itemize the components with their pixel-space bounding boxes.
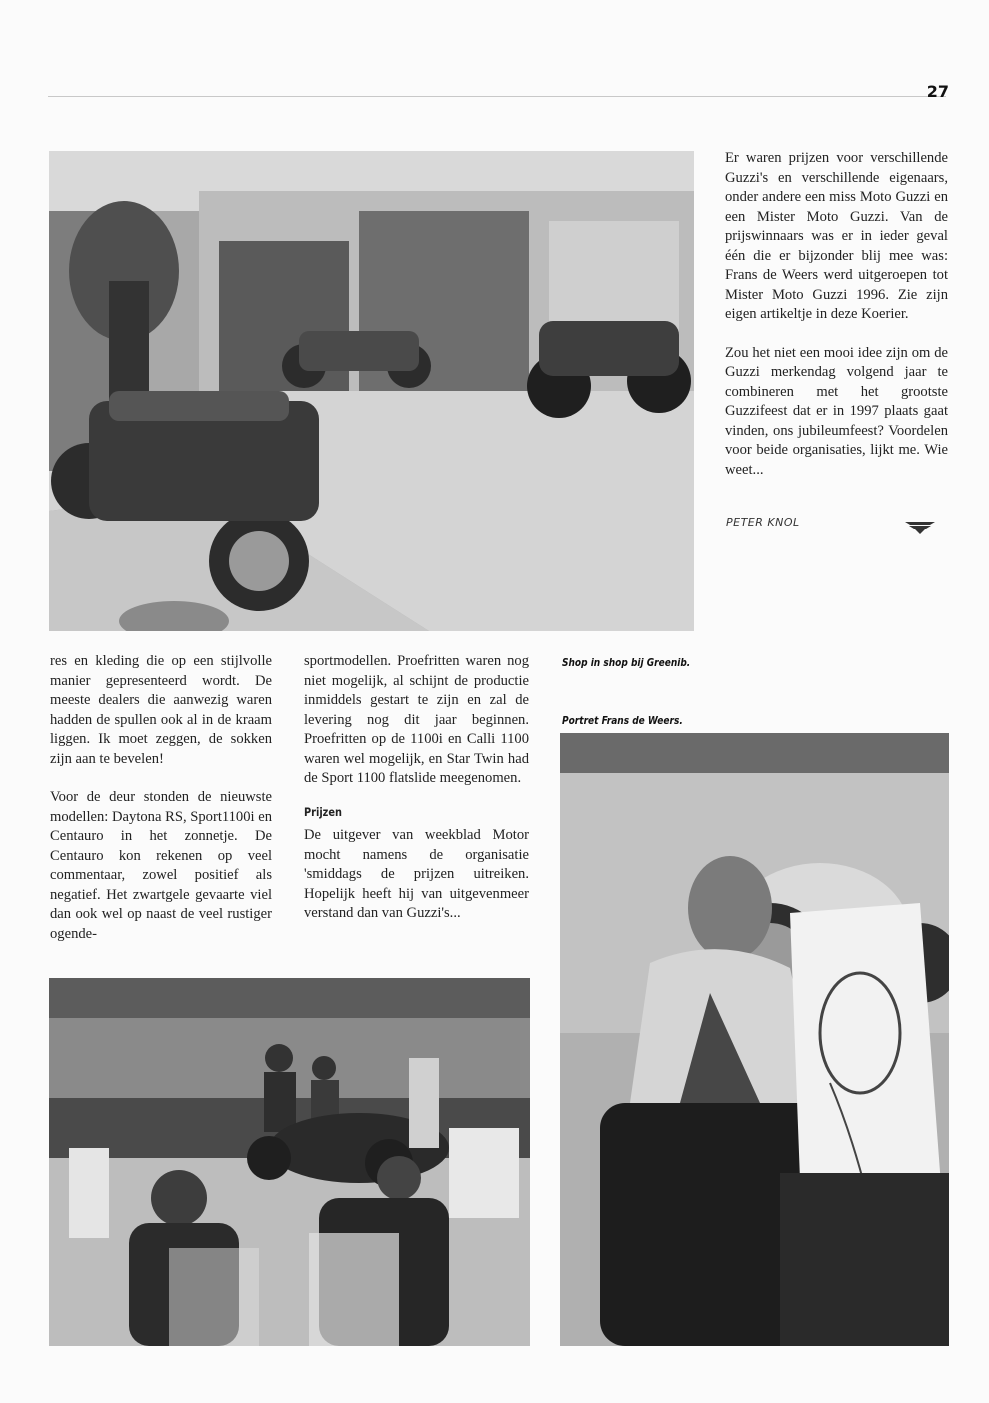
header-rule	[48, 96, 946, 97]
paragraph: Zou het niet een mooi idee zijn om de Guzzi merkendag volgend jaar te combineren met het grootste Guzzifeest dat er in 1997 plaats gaat vinden, ons jubileumfeest? Voordelen voor beide organisaties, lijkt me. Wie weet...	[725, 344, 948, 478]
paragraph: Er waren prijzen voor verschillende Guzzi's en verschillende eigenaars, onder andere een miss Moto Guzzi en een Mister Moto Guzzi. Van de prijswinnaars was er in ieder geval één die er bijzonder blij mee was: Frans de Weers werd uitgeroepen tot Mister Moto Guzzi 1996. Zie zijn eigen artikeltje in deze Koerier.	[725, 150, 948, 322]
section-heading: Prijzen	[304, 804, 342, 819]
page-number: 27	[926, 82, 949, 101]
paragraph: Voor de deur stonden de nieuwste modellen: Daytona RS, Sport1100i en Centauro in het zonnetje. De Centauro kon rekenen op veel commentaar, zowel positief als negatief. Het zwartgele gevaarte viel dan ook wel op naast de veel rustiger ogende-	[50, 789, 272, 942]
showroom-photo	[49, 151, 694, 631]
paragraph: res en kleding die op een stijlvolle manier gepresenteerd wordt. De meeste dealers die aanwezig waren hadden de spullen ook al in de kraam liggen. Ik moet zeggen, de sokken zijn aan te bevelen!	[50, 653, 272, 767]
middle-column	[304, 652, 529, 943]
paragraph: De uitgever van weekblad Motor mocht namens de organisatie 'smiddags de prijzen uitreiken. Hopelijk heeft hij van uitgevenmeer verstand dan van Guzzi's...	[304, 827, 529, 921]
caption-portrait: Portret Frans de Weers.	[562, 714, 683, 727]
paragraph: sportmodellen. Proefritten waren nog niet mogelijk, al schijnt de productie inmiddels gestart te zijn en zal de levering nog dit jaar beginnen. Proefritten op de 1100i en Calli 1100 waren wel mogelijk, en Star Twin had de Sport 1100 flatslide meegenomen.	[304, 653, 529, 786]
caption-shop: Shop in shop bij Greenib.	[562, 656, 691, 669]
guzzi-wing-logo	[904, 518, 936, 534]
left-column	[50, 652, 272, 963]
portrait-photo	[560, 733, 949, 1346]
author-byline: PETER KNOL	[726, 516, 800, 529]
right-top-column	[725, 149, 948, 499]
outdoor-photo	[49, 978, 530, 1346]
